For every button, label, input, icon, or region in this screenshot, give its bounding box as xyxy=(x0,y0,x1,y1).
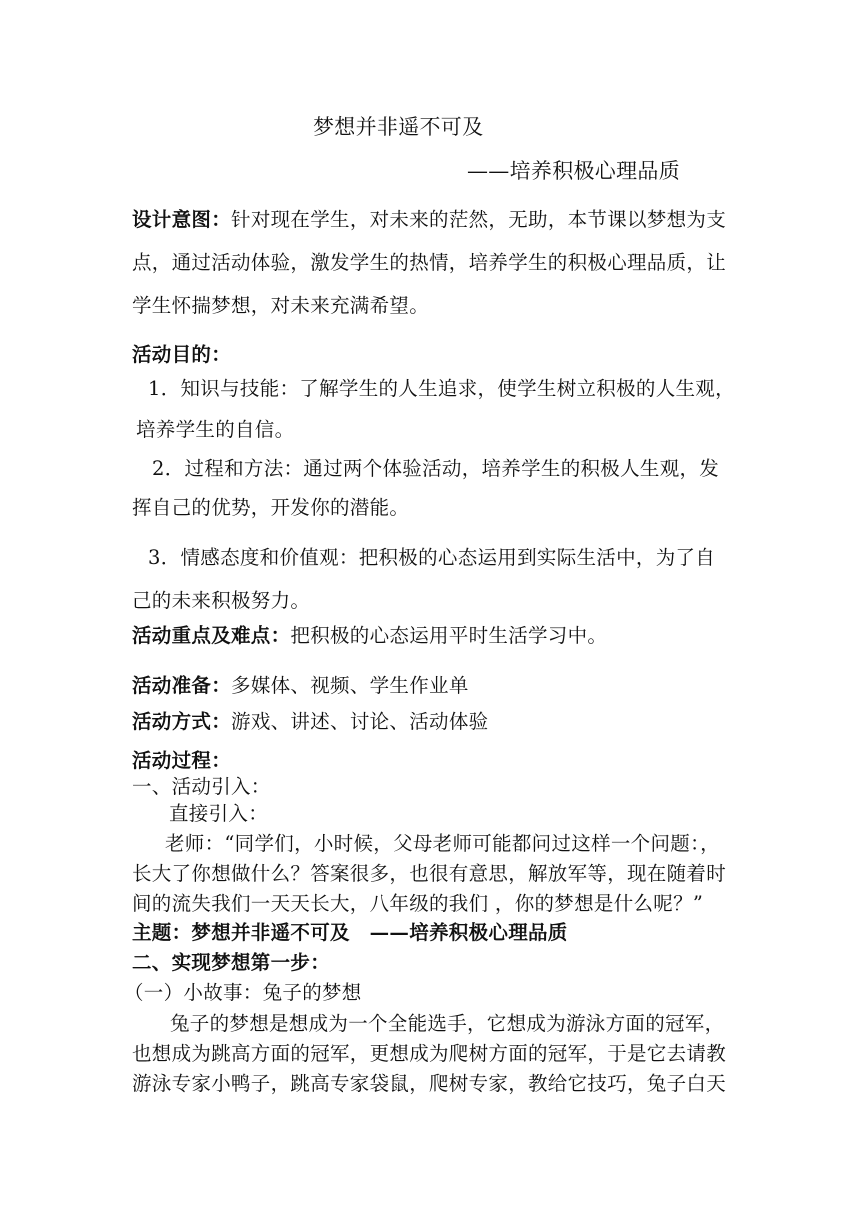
story-line-2: 也想成为跳高方面的冠军，更想成为爬树方面的冠军，于是它去请教 xyxy=(132,1042,727,1065)
theme-line: 主题：梦想并非遥不可及 ——培养积极心理品质 xyxy=(132,921,568,944)
design-intent-text: 针对现在学生，对未来的茫然，无助，本节课以梦想为支 xyxy=(231,208,727,231)
objective-3-line-1: 3．情感态度和价值观：把积极的心态运用到实际生活中，为了自 xyxy=(148,546,716,569)
objective-1-line-2: 培养学生的自信。 xyxy=(136,418,295,441)
teacher-line-1: 老师：“同学们，小时候，父母老师可能都问过这样一个问题：， xyxy=(165,832,720,855)
design-intent-line-1 xyxy=(132,207,726,233)
preparation xyxy=(132,673,469,699)
teacher-line-3: 间的流失我们一天天长大，八年级的我们 ，你的梦想是什么呢？” xyxy=(132,892,704,915)
method xyxy=(132,709,488,735)
objective-1-line-1: 1．知识与技能：了解学生的人生追求，使学生树立积极的人生观， xyxy=(148,377,735,400)
document-subtitle: ——培养积极心理品质 xyxy=(467,159,680,183)
method-label: 活动方式： xyxy=(132,710,232,733)
process-heading: 活动过程： xyxy=(132,749,232,772)
design-intent-label: 设计意图： xyxy=(132,208,232,231)
section-1-heading: 一、活动引入： xyxy=(132,775,271,798)
document-title: 梦想并非遥不可及 xyxy=(313,115,484,139)
story-line-3: 游泳专家小鸭子，跳高专家袋鼠，爬树专家，教给它技巧，兔子白天 xyxy=(132,1072,727,1095)
key-points-label: 活动重点及难点： xyxy=(132,624,291,647)
design-intent-line-3: 学生怀揣梦想，对未来充满希望。 xyxy=(132,294,430,317)
preparation-text: 多媒体、视频、学生作业单 xyxy=(231,674,469,697)
key-points xyxy=(132,623,607,649)
objective-2-line-2: 挥自己的优势，开发你的潜能。 xyxy=(132,496,410,519)
subsection-1-heading: （一）小故事：兔子的梦想 xyxy=(124,981,362,1004)
teacher-line-2: 长大了你想做什么？答案很多，也很有意思，解放军等，现在随着时 xyxy=(132,862,727,885)
key-points-text: 把积极的心态运用平时生活学习中。 xyxy=(290,624,608,647)
objectives-heading: 活动目的： xyxy=(132,343,232,366)
objective-3-line-2: 己的未来积极努力。 xyxy=(132,589,311,612)
objective-2-line-1: 2．过程和方法：通过两个体验活动，培养学生的积极人生观，发 xyxy=(152,457,720,480)
design-intent-line-2: 点，通过活动体验，激发学生的热情，培养学生的积极心理品质，让 xyxy=(132,251,727,274)
section-2-heading: 二、实现梦想第一步： xyxy=(132,951,331,974)
direct-intro: 直接引入： xyxy=(169,802,269,825)
preparation-label: 活动准备： xyxy=(132,674,232,697)
story-line-1: 兔子的梦想是想成为一个全能选手，它想成为游泳方面的冠军， xyxy=(170,1012,725,1035)
method-text: 游戏、讲述、讨论、活动体验 xyxy=(231,710,489,733)
